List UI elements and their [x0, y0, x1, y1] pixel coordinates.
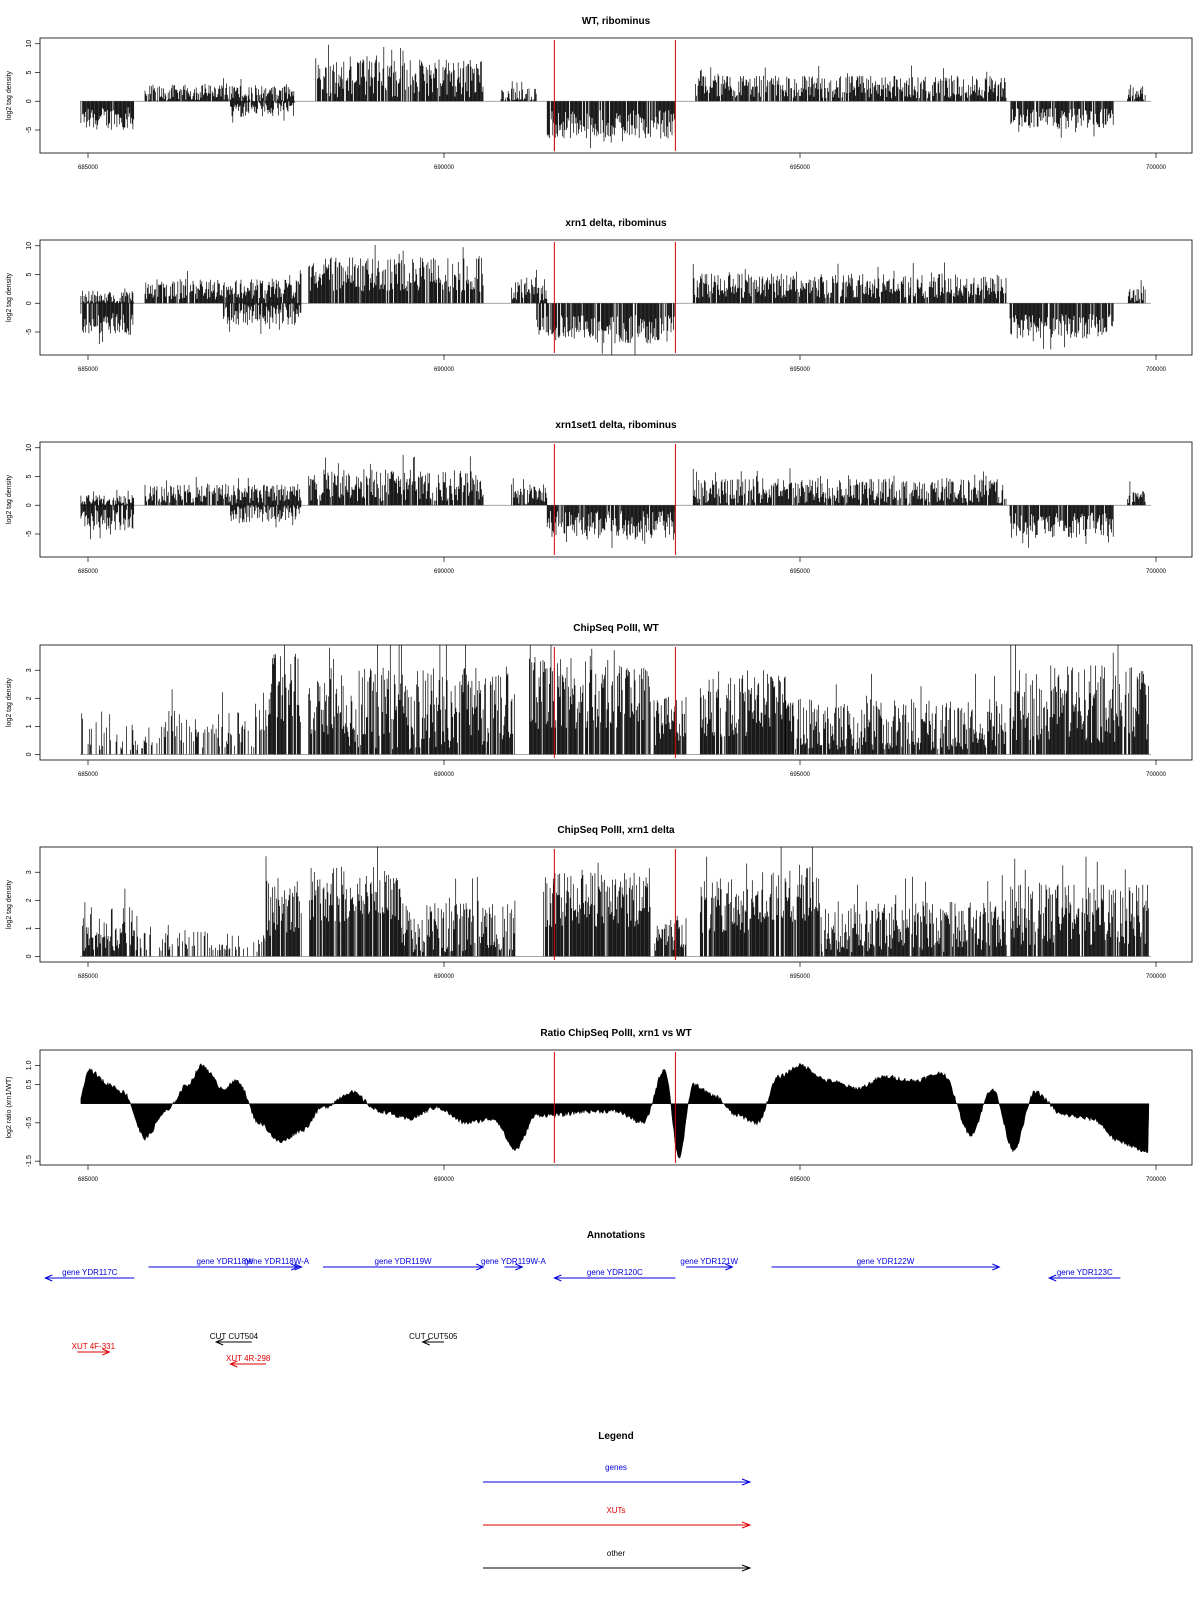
annotations-title: Annotations [586, 1230, 646, 1241]
panel-title: xrn1set1 delta, ribominus [555, 420, 677, 431]
legend-label: genes [605, 1463, 627, 1472]
annotation-feature [226, 1354, 271, 1367]
y-tick-label: 1.0 [26, 1060, 33, 1071]
legend-title: Legend [598, 1431, 634, 1442]
x-tick-label: 695000 [789, 974, 811, 980]
annotation-feature [481, 1257, 547, 1270]
y-tick-label: 10 [26, 443, 33, 452]
y-axis-label: log2 tag density [6, 70, 13, 121]
feature-label: gene YDR118W-A [244, 1257, 310, 1266]
feature-label: gene YDR119W-A [480, 1257, 546, 1266]
x-tick-label: 700000 [1145, 772, 1167, 778]
annotation-feature [409, 1332, 458, 1345]
panel-title: ChipSeq PolII, WT [573, 623, 659, 634]
x-tick-label: 685000 [77, 772, 99, 778]
feature-label: gene YDR121W [680, 1257, 739, 1266]
x-tick-label: 685000 [77, 367, 99, 373]
feature-label: gene YDR120C [586, 1268, 643, 1277]
y-tick-label: 0 [26, 301, 33, 306]
x-tick-label: 695000 [789, 772, 811, 778]
annotation-feature [45, 1268, 134, 1281]
y-tick-label: 5 [26, 70, 33, 75]
y-tick-label: -5 [26, 328, 33, 336]
panel-2 [6, 218, 1192, 373]
x-tick-label: 700000 [1145, 569, 1167, 575]
panel-title: ChipSeq PolII, xrn1 delta [557, 825, 675, 836]
annotation-feature [554, 1268, 675, 1281]
feature-label: gene YDR123C [1056, 1268, 1113, 1277]
x-tick-label: 685000 [77, 974, 99, 980]
annotation-feature [72, 1342, 116, 1355]
panel-3 [6, 420, 1192, 575]
panel-6 [6, 1028, 1192, 1183]
y-tick-label: 1 [26, 926, 33, 931]
legend-item [483, 1549, 750, 1571]
x-tick-label: 695000 [789, 367, 811, 373]
y-axis-label: log2 tag density [6, 474, 13, 525]
x-tick-label: 690000 [433, 772, 455, 778]
x-tick-label: 685000 [77, 1177, 99, 1183]
y-tick-label: -5 [26, 126, 33, 134]
feature-label: XUT 4F-331 [71, 1342, 116, 1351]
y-tick-label: 2 [26, 898, 33, 903]
y-tick-label: 3 [26, 668, 33, 673]
y-tick-label: -0.5 [26, 1116, 33, 1129]
x-tick-label: 700000 [1145, 367, 1167, 373]
y-tick-label: 0.5 [26, 1079, 33, 1090]
y-tick-label: 5 [26, 474, 33, 479]
x-tick-label: 690000 [433, 1177, 455, 1183]
annotation-feature [680, 1257, 738, 1270]
y-tick-label: 0 [26, 954, 33, 959]
data-bars [81, 45, 1145, 152]
feature-label: gene YDR122W [856, 1257, 915, 1266]
y-tick-label: -1.5 [26, 1155, 33, 1168]
feature-label: CUT CUT504 [209, 1332, 259, 1341]
annotation-feature [772, 1257, 1000, 1270]
y-tick-label: 1 [26, 724, 33, 729]
panel-5 [6, 825, 1192, 980]
x-tick-label: 695000 [789, 569, 811, 575]
feature-label: CUT CUT505 [409, 1332, 458, 1341]
legend-item [483, 1463, 750, 1485]
y-tick-label: 3 [26, 870, 33, 875]
feature-label: gene YDR118W [196, 1257, 254, 1266]
y-tick-label: -5 [26, 530, 33, 538]
x-tick-label: 695000 [789, 1177, 811, 1183]
annotation-feature [323, 1257, 483, 1270]
x-tick-label: 690000 [433, 367, 455, 373]
panel-title: xrn1 delta, ribominus [565, 218, 667, 229]
y-axis-label: log2 ratio (xrn1/WT) [6, 1076, 13, 1139]
data-bars [83, 847, 1149, 956]
y-tick-label: 0 [26, 99, 33, 104]
y-tick-label: 0 [26, 503, 33, 508]
x-tick-label: 685000 [77, 165, 99, 171]
feature-label: XUT 4R-298 [226, 1354, 271, 1363]
ratio-area [81, 1063, 1149, 1158]
data-bars [82, 645, 1149, 754]
y-tick-label: 0 [26, 752, 33, 757]
y-axis-label: log2 tag density [6, 879, 13, 930]
x-tick-label: 690000 [433, 974, 455, 980]
feature-label: gene YDR119W [374, 1257, 432, 1266]
y-tick-label: 10 [26, 39, 33, 48]
data-bars [81, 455, 1145, 548]
y-axis-label: log2 tag density [6, 677, 13, 728]
panel-1 [6, 16, 1192, 171]
legend-item [483, 1506, 750, 1528]
x-tick-label: 690000 [433, 569, 455, 575]
y-tick-label: 2 [26, 696, 33, 701]
panel-title: WT, ribominus [581, 16, 651, 27]
feature-label: gene YDR117C [62, 1268, 118, 1277]
panel-4 [6, 623, 1192, 778]
y-tick-label: 5 [26, 272, 33, 277]
panel-title: Ratio ChipSeq PolII, xrn1 vs WT [540, 1028, 692, 1039]
legend-label: XUTs [606, 1506, 626, 1515]
x-tick-label: 690000 [433, 165, 455, 171]
x-tick-label: 700000 [1145, 165, 1167, 171]
y-tick-label: 10 [26, 241, 33, 250]
x-tick-label: 685000 [77, 569, 99, 575]
annotations-panel [45, 1230, 1120, 1367]
y-axis-label: log2 tag density [6, 272, 13, 323]
annotation-feature [1049, 1268, 1120, 1281]
x-tick-label: 695000 [789, 165, 811, 171]
legend [483, 1431, 750, 1571]
x-tick-label: 700000 [1145, 974, 1167, 980]
legend-label: other [606, 1549, 626, 1558]
data-bars [81, 245, 1145, 355]
annotation-feature [210, 1332, 259, 1345]
x-tick-label: 700000 [1145, 1177, 1167, 1183]
